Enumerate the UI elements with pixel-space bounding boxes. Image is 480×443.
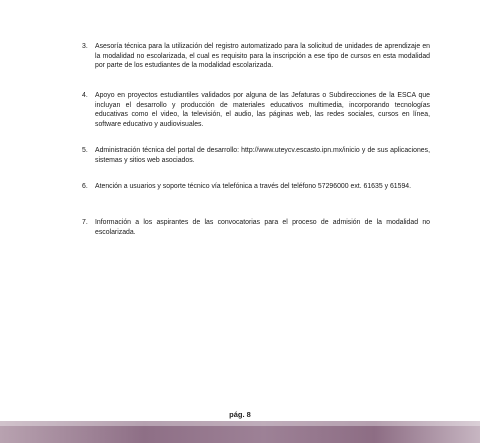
item-number: 3. [82, 43, 88, 50]
item-text: Apoyo en proyectos estudiantiles validados por alguna de las Jefaturas o Subdirecciones de la ESCA que incluyan el desarrollo y producción de materiales educativos multimedia, incorporando tecnologías educativas como el video, la televisión, el audio, las páginas web, las redes sociales, cursos en línea, software educativo y audiovisuales. [95, 92, 430, 129]
list-item [82, 91, 430, 130]
item-number: 6. [82, 183, 88, 190]
list-item [82, 182, 430, 192]
footer-band [0, 421, 480, 443]
item-text: Administración técnica del portal de desarrollo: http://www.uteycv.escasto.ipn.mx/inicio y de sus aplicaciones, sistemas y sitios web asociados. [95, 147, 430, 164]
item-number: 5. [82, 147, 88, 154]
item-number: 4. [82, 92, 88, 99]
page-number: pág. 8 [229, 410, 251, 419]
list-item [82, 146, 430, 165]
item-number: 7. [82, 219, 88, 226]
list-item [82, 42, 430, 71]
item-text: Información a los aspirantes de las convocatorias para el proceso de admisión de la modalidad no escolarizada. [95, 219, 430, 236]
item-text: Asesoría técnica para la utilización del registro automatizado para la solicitud de unidades de aprendizaje en la modalidad no escolarizada, el cual es requisito para la inscripción a ese tipo de cursos en esta modalidad por parte de los estudiantes de la modalidad escolarizada. [95, 43, 430, 70]
item-text: Atención a usuarios y soporte técnico vía telefónica a través del teléfono 57296000 ext. 61635 y 61594. [95, 183, 412, 190]
list-item [82, 218, 430, 237]
